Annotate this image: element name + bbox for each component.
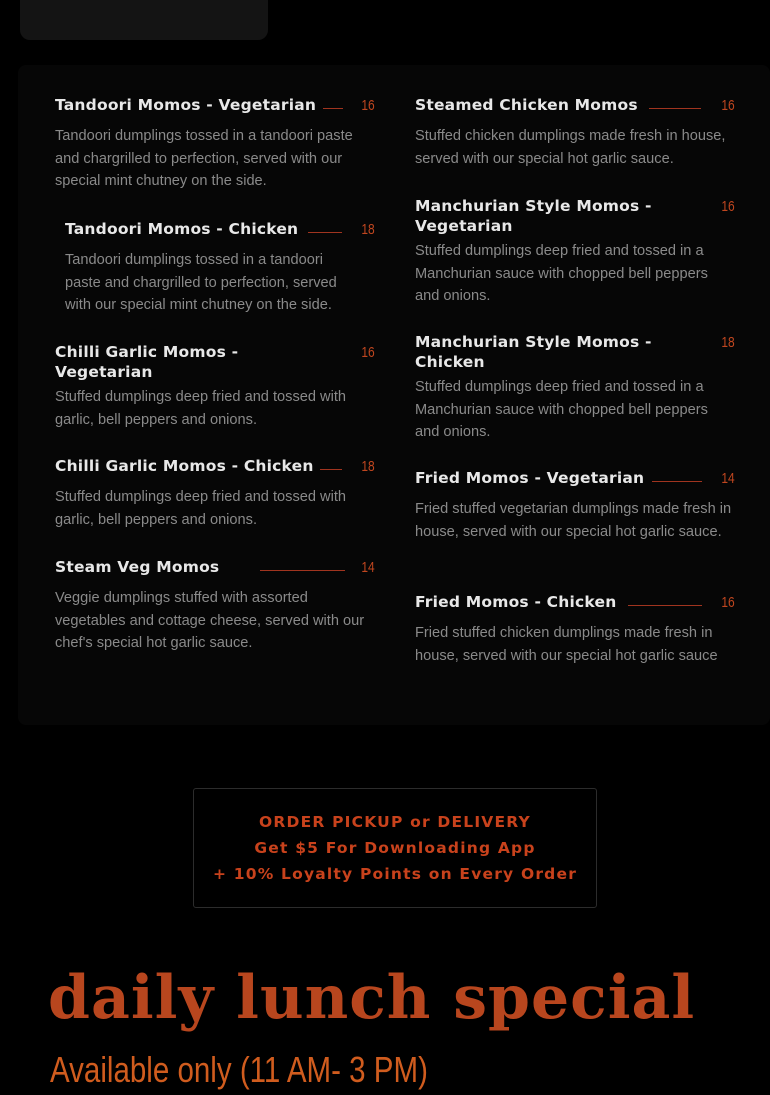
item-name: Chilli Garlic Momos - Chicken	[55, 457, 314, 475]
divider-line	[308, 232, 342, 233]
item-price: 18	[721, 334, 735, 351]
top-tab-panel	[20, 0, 268, 40]
item-description: Veggie dumplings stuffed with assorted vegetables and cottage cheese, served with our chef's special hot garlic sauce.	[55, 590, 365, 651]
menu-item-chilli-garlic-veg	[55, 342, 375, 431]
item-description: Stuffed dumplings deep fried and tossed in a Manchurian sauce with chopped bell peppers and onions.	[415, 243, 708, 304]
item-name: Manchurian Style Momos - Vegetarian	[415, 197, 652, 235]
item-description: Fried stuffed chicken dumplings made fresh in house, served with our special hot garlic sauce	[415, 625, 718, 664]
divider-line	[260, 570, 345, 571]
item-price: 16	[721, 97, 735, 114]
app-discount-text: Get $5 For Downloading App	[254, 839, 536, 857]
menu-item-manchurian-chicken	[415, 332, 735, 444]
divider-line	[649, 108, 701, 109]
item-price: 14	[361, 559, 375, 576]
item-name: Tandoori Momos - Vegetarian	[55, 96, 317, 114]
item-description: Stuffed chicken dumplings made fresh in house, served with our special hot garlic sauce.	[415, 128, 726, 167]
item-price: 18	[361, 458, 375, 475]
menu-item-chilli-garlic-chicken	[55, 456, 375, 531]
item-name: Steam Veg Momos	[55, 558, 220, 576]
menu-item-steamed-chicken	[415, 95, 735, 170]
order-pickup-delivery-text[interactable]: ORDER PICKUP or DELIVERY	[259, 813, 531, 831]
order-promo-box[interactable]	[193, 788, 597, 908]
item-description: Stuffed dumplings deep fried and tossed with garlic, bell peppers and onions.	[55, 389, 346, 428]
loyalty-points-text: + 10% Loyalty Points on Every Order	[212, 865, 578, 883]
item-price: 16	[361, 97, 375, 114]
menu-item-tandoori-chicken	[65, 219, 375, 317]
item-description: Stuffed dumplings deep fried and tossed in a Manchurian sauce with chopped bell peppers and onions.	[415, 379, 708, 440]
divider-line	[323, 108, 343, 109]
item-description: Tandoori dumplings tossed in a tandoori paste and chargrilled to perfection, served with our special mint chutney on the side.	[55, 128, 353, 189]
item-description: Fried stuffed vegetarian dumplings made fresh in house, served with our special hot garlic sauce.	[415, 501, 732, 540]
divider-line	[652, 481, 702, 482]
item-name: Tandoori Momos - Chicken	[65, 220, 299, 238]
item-name: Fried Momos - Vegetarian	[415, 469, 645, 487]
item-name: Manchurian Style Momos - Chicken	[415, 333, 652, 371]
item-name: Fried Momos - Chicken	[415, 593, 617, 611]
divider-line	[628, 605, 702, 606]
menu-item-manchurian-veg	[415, 196, 735, 308]
item-price: 16	[721, 198, 735, 215]
item-price: 18	[361, 221, 375, 238]
item-name: Steamed Chicken Momos	[415, 96, 638, 114]
item-name: Chilli Garlic Momos - Vegetarian	[55, 343, 239, 381]
menu-item-steam-veg	[55, 557, 375, 655]
item-price: 16	[361, 344, 375, 361]
divider-line	[320, 469, 342, 470]
menu-item-fried-chicken	[415, 592, 735, 667]
menu-item-fried-veg	[415, 468, 735, 543]
item-description: Tandoori dumplings tossed in a tandoori paste and chargrilled to perfection, served with our special mint chutney on the side.	[65, 252, 337, 313]
menu-item-tandoori-veg	[55, 95, 375, 193]
item-price: 16	[721, 594, 735, 611]
item-description: Stuffed dumplings deep fried and tossed with garlic, bell peppers and onions.	[55, 489, 346, 528]
item-price: 14	[721, 470, 735, 487]
lunch-hours-subheading: Available only (11 AM- 3 PM)	[50, 1049, 428, 1090]
daily-lunch-heading: daily lunch special	[48, 963, 696, 1033]
